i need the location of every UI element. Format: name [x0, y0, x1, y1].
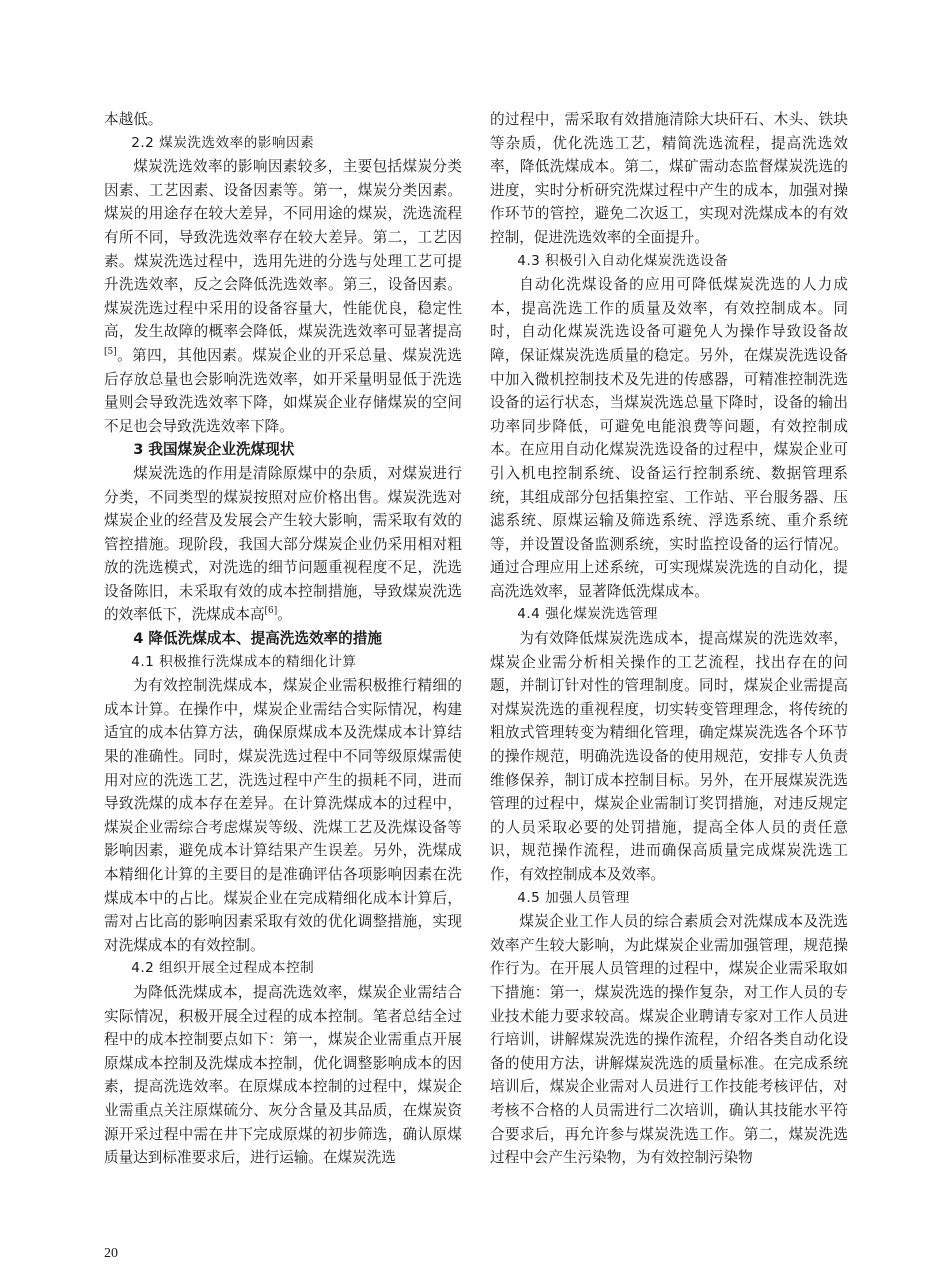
section-heading-4-4: 4.4 强化煤炭洗选管理: [517, 606, 658, 623]
section-heading-4-3: 4.3 积极引入自动化煤炭洗选设备: [517, 252, 729, 269]
section-heading-4-1: 4.1 积极推行洗煤成本的精细化计算: [131, 653, 357, 670]
paragraph-4-4-1: 为有效降低煤炭洗选成本，提高煤炭的洗选效率，煤炭企业需分析相关操作的工艺流程，找出存在的问题，并制订针对性的管理制度。同时，煤炭企业需提高对煤炭洗选的重视程度，切实转变管理理念，将传统的粗放式管理转变为精细化管理，确定煤炭洗选各个环节的操作规范，明确洗选设备的使用规范，安排专人负责维修保养，制订成本控制目标。另外，在开展煤炭洗选管理的过程中，煤炭企业需制订奖罚措施，对违反规定的人员采取必要的处罚措施，提高全体人员的责任意识，规范操作流程，进而确保高质量完成煤炭洗选工作，有效控制成本及效率。: [490, 630, 848, 883]
paragraph-continuation: 本越低。: [104, 111, 163, 128]
page-number: 20: [104, 1246, 118, 1261]
right-column: [490, 108, 848, 1170]
citation-ref[interactable]: [6]: [264, 606, 278, 617]
section-heading-4: 4 降低洗煤成本、提高洗选效率的措施: [133, 630, 382, 648]
paragraph-3-1: [104, 462, 462, 627]
paragraph-text: 。第四，其他因素。煤炭企业的开采总量、煤炭洗选后存放总量也会影响洗选效率，如开采量明显低于洗选量则会导致洗选效率下降，如煤炭企业存储煤炭的空间不足也会导致洗选效率下降。: [104, 346, 462, 435]
citation-ref[interactable]: [5]: [104, 347, 117, 358]
paragraph-text: 。: [277, 606, 292, 624]
paragraph-text: 煤炭洗选效率的影响因素较多，主要包括煤炭分类因素、工艺因素、设备因素等。第一，煤炭分类因素。煤炭的用途存在较大差异，不同用途的煤炭，洗选流程有所不同，导致洗选效率存在较大差异。第二，工艺因素。煤炭洗选过程中，选用先进的分选与处理工艺可提升洗选效率，反之会降低洗选效率。第三，设备因素。煤炭洗选过程中采用的设备容量大，性能优良，稳定性高，发生故障的概率会降低，煤炭洗选效率可显著提高: [104, 158, 462, 341]
section-heading-4-2: 4.2 组织开展全过程成本控制: [131, 960, 315, 977]
paragraph-4-1-1: 为有效控制洗煤成本，煤炭企业需积极推行精细的成本计算。在操作中，煤炭企业需结合实际情况，构建适宜的成本估算方法，确保原煤成本及洗煤成本计算结果的准确性。同时，煤炭洗选过程中不同等级原煤需使用对应的洗选工艺，洗选过程中产生的损耗不同，进而导致洗煤的成本存在差异。在计算洗煤成本的过程中，煤炭企业需综合考虑煤炭等级、洗煤工艺及洗煤设备等影响因素，避免成本计算结果产生误差。另外，洗煤成本精细化计算的主要目的是准确评估各项影响因素在洗煤成本中的占比。煤炭企业在完成精细化成本计算后，需对占比高的影响因素采取有效的优化调整措施，实现对洗煤成本的有效控制。: [104, 677, 462, 954]
section-heading-4-5: 4.5 加强人员管理: [517, 889, 630, 906]
paragraph-4-2-1: 为降低洗煤成本，提高洗选效率，煤炭企业需结合实际情况，积极开展全过程的成本控制。笔者总结全过程中的成本控制要点如下：第一，煤炭企业需重点开展原煤成本控制及洗煤成本控制，优化调整影响成本的因素，提高洗选效率。在原煤成本控制的过程中，煤炭企业需重点关注原煤硫分、灰分含量及其品质，在煤炭资源开采过程中需在井下完成原煤的初步筛选，确认原煤质量达到标准要求后，进行运输。在煤炭洗选: [104, 983, 462, 1167]
section-heading-2-2: 2.2 煤炭洗选效率的影响因素: [131, 134, 315, 151]
paragraph-2-2-1: [104, 155, 462, 438]
paragraph-text: 煤炭洗选的作用是清除原煤中的杂质，对煤炭进行分类，不同类型的煤炭按照对应价格出售。煤炭洗选对煤炭企业的经营及发展会产生较大影响，需采取有效的管控措施。现阶段，我国大部分煤炭企业仍采用相对粗放的洗选模式，对洗选的细节问题重视程度不足，洗选设备陈旧，未采取有效的成本控制措施，导致煤炭洗选的效率低下，洗煤成本高: [104, 464, 462, 624]
paragraph-continuation: 的过程中，需采取有效措施清除大块矸石、木头、铁块等杂质，优化洗选工艺，精简洗选流程，提高洗选效率，降低洗煤成本。第二，煤矿需动态监督煤炭洗选的进度，实时分析研究洗煤过程中产生的成本，加强对操作环节的管控，避免二次返工，实现对洗煤成本的有效控制，促进洗选效率的全面提升。: [490, 111, 848, 246]
paragraph-4-5-1: 煤炭企业工作人员的综合素质会对洗煤成本及洗选效率产生较大影响，为此煤炭企业需加强管理，规范操作行为。在开展人员管理的过程中，煤炭企业需采取如下措施：第一，煤炭洗选的操作复杂，对工作人员的专业技术能力要求较高。煤炭企业聘请专家对工作人员进行培训，讲解煤炭洗选的操作流程，介绍各类自动化设备的使用方法，讲解煤炭洗选的质量标准。在完成系统培训后，煤炭企业需对人员进行工作技能考核评估，对考核不合格的人员需进行二次培训，确认其技能水平符合要求后，再允许参与煤炭洗选工作。第二，煤炭洗选过程中会产生污染物，为有效控制污染物: [490, 913, 848, 1167]
section-heading-3: 3 我国煤炭企业洗煤现状: [133, 441, 295, 459]
left-column: [104, 108, 462, 1170]
paragraph-4-3-1: 自动化洗煤设备的应用可降低煤炭洗选的人力成本，提高洗选工作的质量及效率，有效控制成本。同时，自动化煤炭洗选设备可避免人为操作导致设备故障，保证煤炭洗选质量的稳定。另外，在煤炭洗选设备中加入微机控制技术及先进的传感器，可精准控制洗选设备的运行状态，当煤炭洗选总量下降时，设备的输出功率同步降低，可避免电能浪费等问题，有效控制成本。在应用自动化煤炭洗选设备的过程中，煤炭企业可引入机电控制系统、设备运行控制系统、数据管理系统，其组成部分包括集控室、工作站、平台服务器、压滤系统、原煤运输及筛选系统、浮选系统、重介系统等，并设置设备监测系统，实时监控设备的运行情况。通过合理应用上述系统，可实现煤炭洗选的自动化，提高洗选效率，显著降低洗煤成本。: [490, 276, 848, 600]
